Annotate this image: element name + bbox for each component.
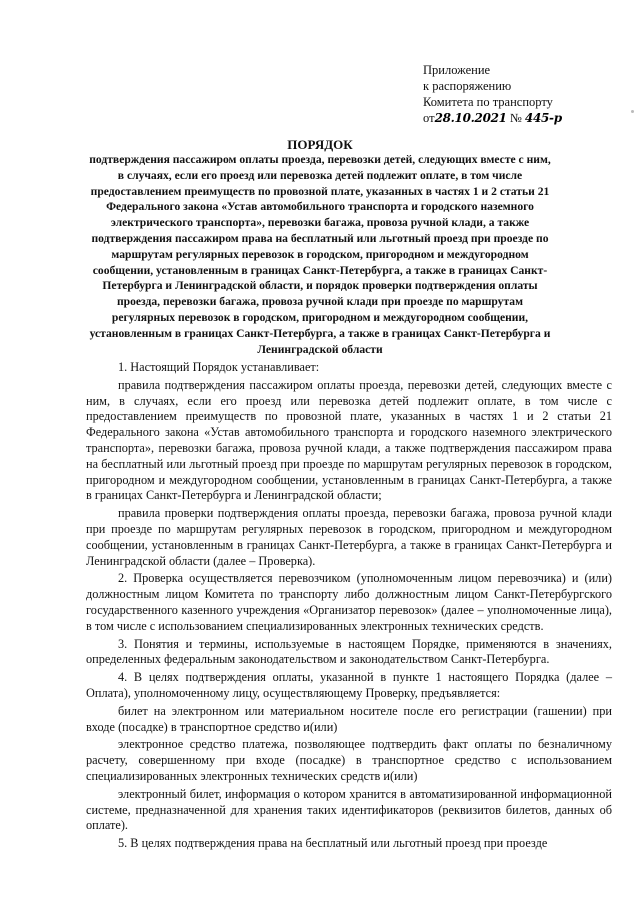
handwritten-date: 28.10.2021 bbox=[434, 111, 507, 125]
document-subtitle: подтверждения пассажиром оплаты проезда, перевозки детей, следующих вместе с ним, в случаях, если его проезд или перевозка детей подлежит оплате, в том числе предоставлением преимуществ по провозной плате, указанных в частях 1 и 2 статьи 21 Федерального закона «Устав автомобильного транспорта и городского наземного электрического транспорта», перевозки багажа, провоза ручной клади, а также подтверждения пассажиром права на бесплатный или льготный проезд при проезде по маршрутам регулярных перевозок в городском, пригородном и междугородном сообщении, установленным в границах Санкт-Петербурга, а также в границах Санкт-Петербурга и Ленинградской области, и порядок проверки подтверждения оплаты проезда, перевозки багажа, провоза ручной клади при проезде по маршрутам регулярных перевозок в городском, пригородном и междугородном сообщении, установленным в границах Санкт-Петербурга, а также в границах Санкт-Петербурга и Ленинградской области bbox=[89, 153, 551, 356]
paragraph: билет на электронном или материальном носителе после его регистрации (гашении) при входе (посадке) в транспортное средство и(или) bbox=[86, 703, 612, 734]
appendix-label: Приложение bbox=[423, 63, 491, 77]
document-title: ПОРЯДОК bbox=[287, 137, 353, 152]
appendix-block bbox=[423, 62, 623, 126]
document-body bbox=[86, 360, 612, 852]
paragraph: электронный билет, информация о котором хранится в автоматизированной информационной системе, предназначенной для хранения таких идентификаторов (реквизитов билетов, данных об оплате). bbox=[86, 786, 612, 833]
paragraph: 5. В целях подтверждения права на бесплатный или льготный проезд при проезде bbox=[118, 836, 548, 851]
paragraph: электронное средство платежа, позволяющее подтвердить факт оплаты по безналичному расчету, совершенному при входе (посадке) в транспортное средство с использованием специализированных электронных технических средств и(или) bbox=[86, 737, 612, 783]
paragraph: 1. Настоящий Порядок устанавливает: bbox=[118, 360, 320, 374]
number-label: № bbox=[509, 111, 522, 125]
paragraph: 2. Проверка осуществляется перевозчиком (уполномоченным лицом перевозчика) и (или) должностным лицом Комитета по транспорту либо должностным лицом Санкт-Петербургского государственного казенного учреждения «Организатор перевозок» (далее – уполномоченные лица), в том числе с использованием специализированных электронных технических средств. bbox=[86, 571, 612, 633]
appendix-committee: Комитета по транспорту bbox=[423, 95, 553, 109]
paragraph: 3. Понятия и термины, используемые в настоящем Порядке, применяются в значениях, определенных федеральным законодательством и законодательством Санкт-Петербурга. bbox=[86, 636, 612, 667]
appendix-order-label: к распоряжению bbox=[423, 79, 512, 93]
handwritten-number: 445-р bbox=[524, 111, 562, 125]
paragraph: 4. В целях подтверждения оплаты, указанной в пункте 1 настоящего Порядка (далее – Оплата), уполномоченному лицу, осуществляющему Проверку, предъявляется: bbox=[86, 670, 612, 700]
scan-dot bbox=[631, 110, 634, 113]
paragraph: правила проверки подтверждения оплаты проезда, перевозки багажа, провоза ручной клади при проезде по маршрутам регулярных перевозок в городском, пригородном и междугородном сообщении, установленным в границах Санкт-Петербурга, а также в границах Санкт-Петербурга и Ленинградской области (далее – Проверка). bbox=[86, 506, 612, 568]
appendix-date-number bbox=[423, 110, 623, 126]
from-label: от bbox=[423, 111, 435, 125]
paragraph: правила подтверждения пассажиром оплаты проезда, перевозки детей, следующих вместе с ним, в случаях, если его проезд или перевозка детей подлежит оплате, в том числе с предоставлением преимуществ по провозной плате, указанных в частях 1 и 2 статьи 21 Федерального закона «Устав автомобильного транспорта и городского наземного электрического транспорта», перевозки багажа, провоза ручной клади, а также подтверждения пассажиром права на бесплатный или льготный проезд при проезде по маршрутам регулярных перевозок в городском, пригородном и междугородном сообщении, установленным в границах Санкт-Петербурга, а также в границах Санкт-Петербурга и Ленинградской области; bbox=[86, 377, 612, 503]
